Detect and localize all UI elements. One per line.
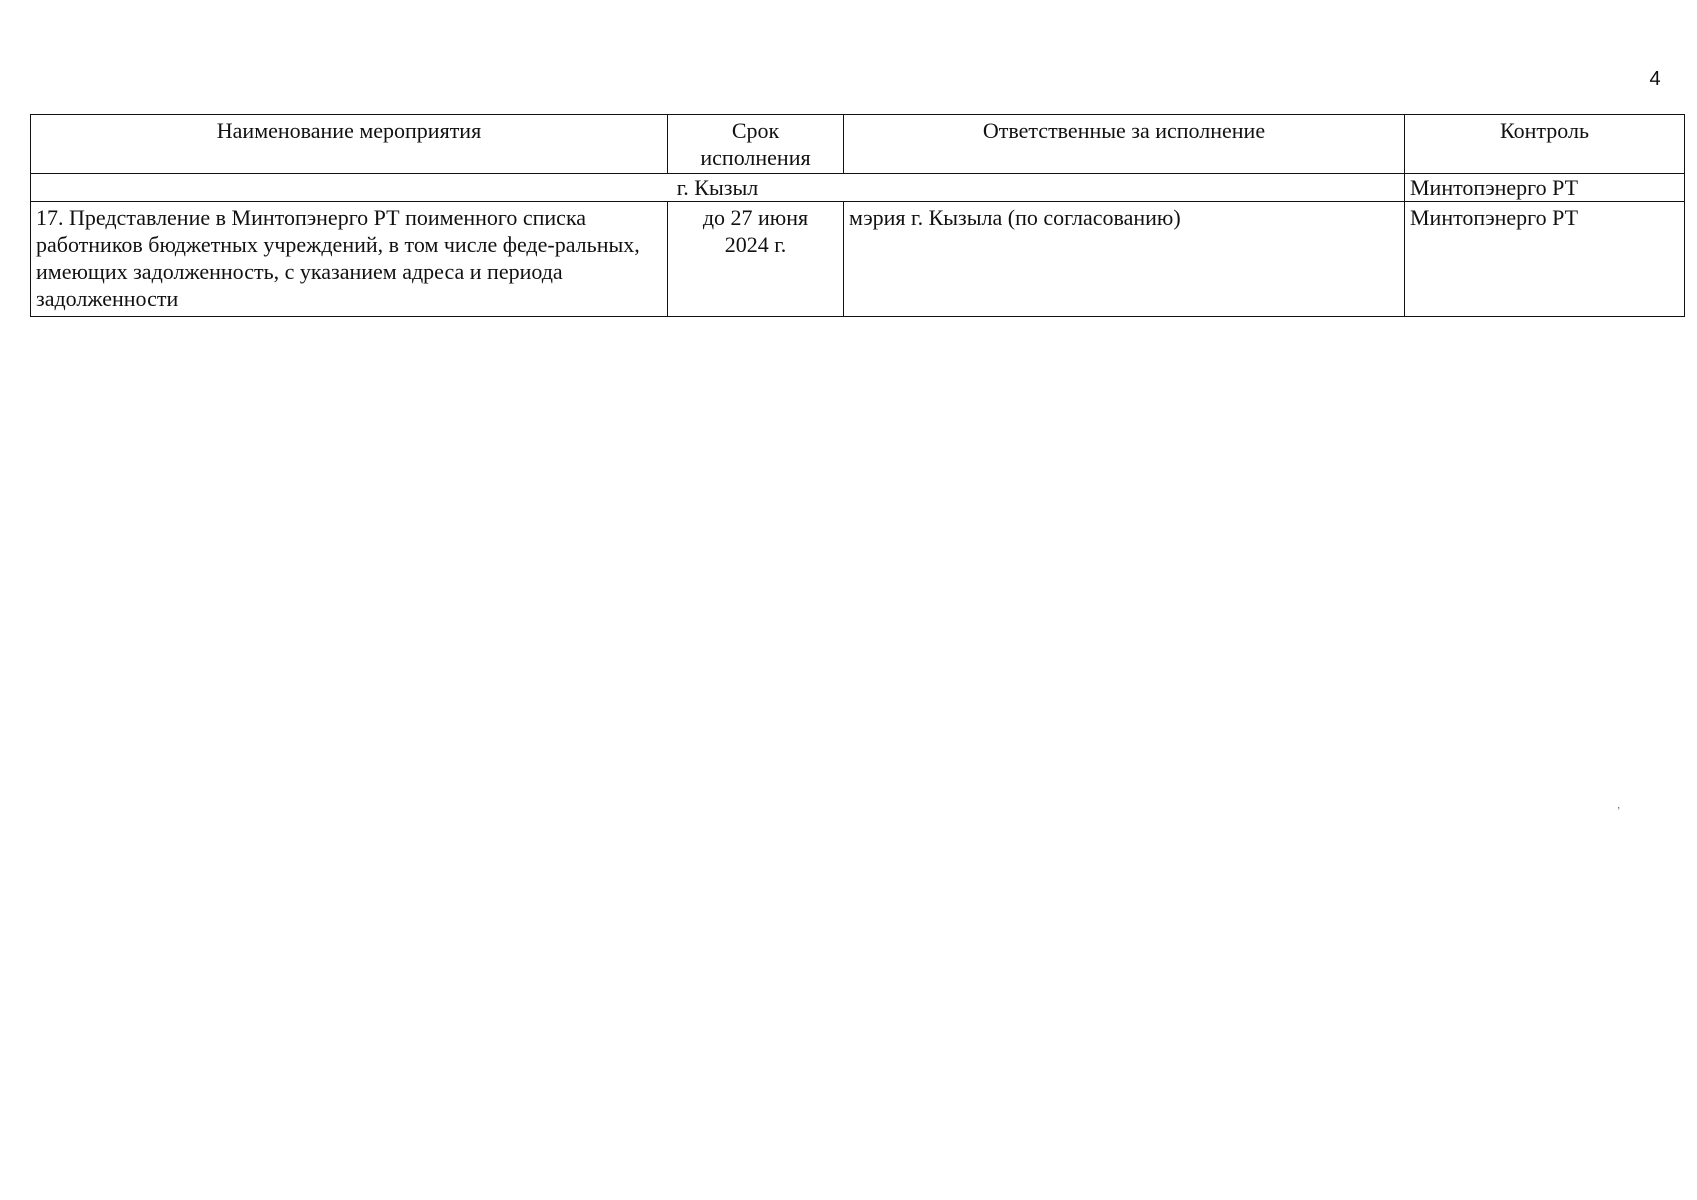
table-header-row: [31, 115, 1685, 174]
header-responsible: [844, 115, 1405, 174]
table-row: [31, 202, 1685, 317]
row-term-line1: до 27 июня: [702, 205, 809, 230]
stray-mark: ʼ: [1617, 806, 1621, 817]
row-name: 17. Представление в Минтопэнерго РТ поименного списка работников бюджетных учреждений, в том числе феде-ральных, имеющих задолженность, с указанием адреса и периода задолженности: [31, 202, 668, 317]
row-control: Минтопэнерго РТ: [1405, 202, 1685, 317]
header-term: [668, 115, 844, 174]
header-control: [1405, 115, 1685, 174]
header-term-line2: исполнения: [700, 145, 811, 170]
section-control: Минтопэнерго РТ: [1405, 174, 1685, 202]
header-term-line1: Срок: [731, 118, 780, 143]
measures-table: [30, 114, 1685, 317]
row-term-line2: 2024 г.: [724, 232, 787, 257]
row-term: [668, 202, 844, 317]
header-name-label: Наименование мероприятия: [216, 118, 482, 143]
header-responsible-label: Ответственные за исполнение: [982, 118, 1266, 143]
section-title: г. Кызыл: [31, 174, 1405, 202]
section-row: [31, 174, 1685, 202]
row-responsible: мэрия г. Кызыла (по согласованию): [844, 202, 1405, 317]
header-control-label: Контроль: [1500, 118, 1589, 143]
header-name: [31, 115, 668, 174]
page-number: 4: [1649, 68, 1661, 90]
